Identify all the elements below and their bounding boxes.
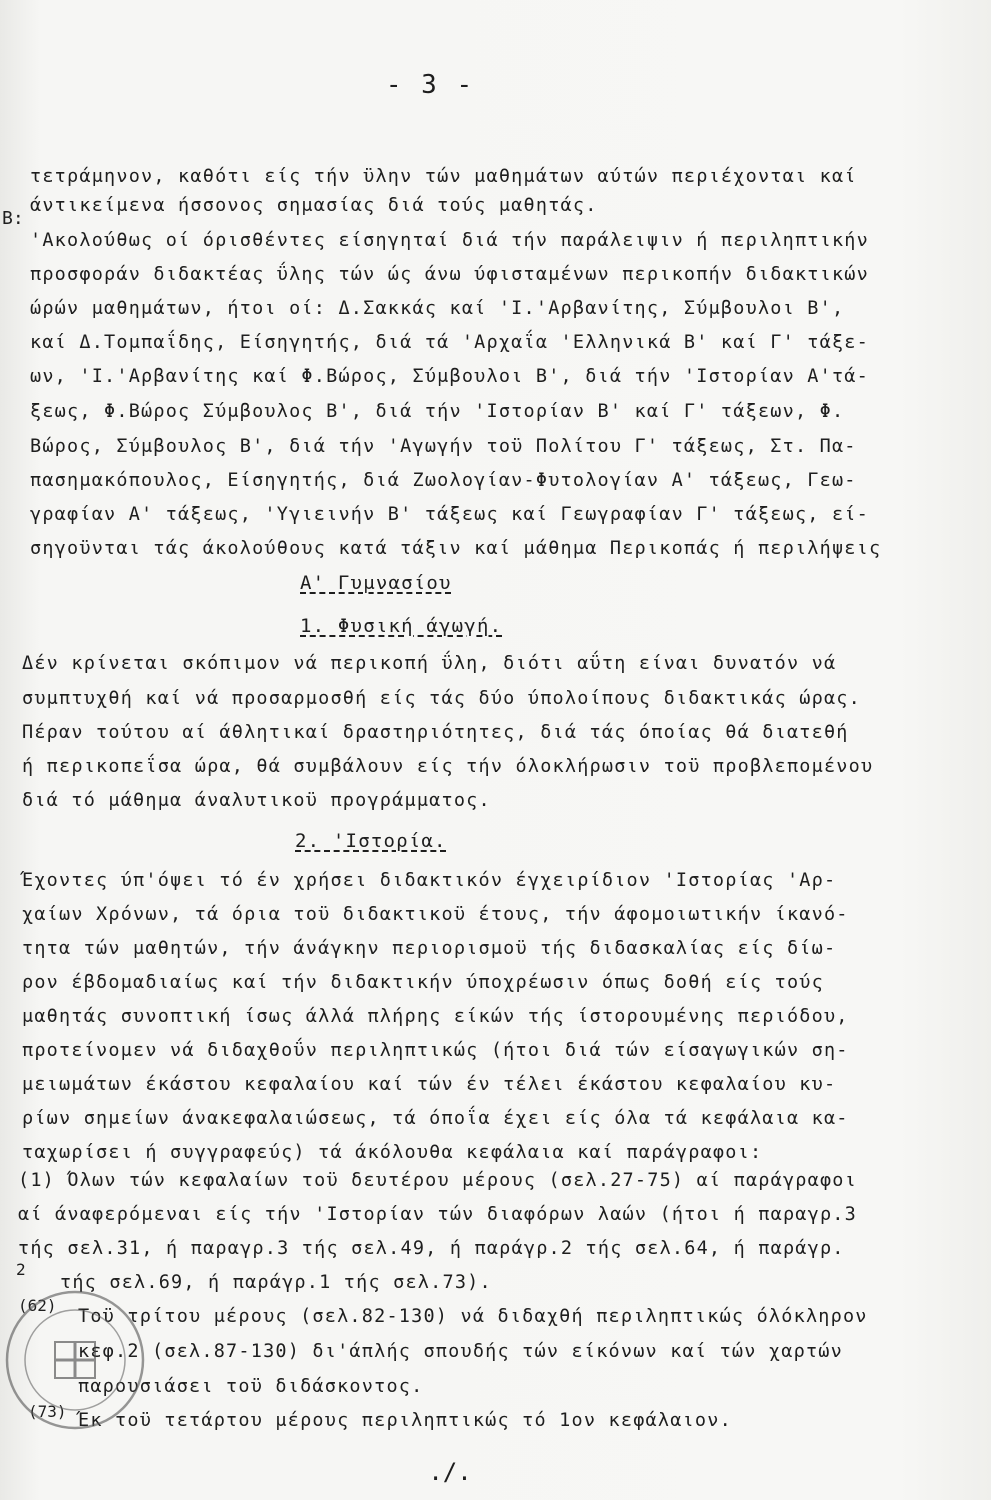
text-line: μαθητάς συνοπτική ίσως άλλά πλήρης είκών τής ίστορουμένης περιόδου, [22, 1006, 849, 1027]
text-line: συμπτυχθή καί νά προσαρμοσθή είς τάς δύο ύπολοίπους διδακτικάς ώρας. [22, 688, 861, 709]
margin-mark-2: 2 [16, 1260, 26, 1279]
text-line: ρον έβδομαδιαίως καί τήν διδακτικήν ύποχρέωσιν όπως δοθή είς τούς [22, 972, 824, 993]
text-line: Έχοντες ύπ'όψει τό έν χρήσει διδακτικόν έγχειρίδιον 'Ιστορίας 'Αρ- [22, 870, 837, 891]
list-item-line: κεφ.2 (σελ.87-130) δι'άπλής σπουδής τών είκόνων καί τών χαρτών [78, 1341, 843, 1362]
list-item-line: τής σελ.69, ή παράγρ.1 τής σελ.73). [60, 1272, 492, 1293]
heading-history: 2. 'Ιστορία. [295, 830, 447, 852]
text-line: ταχωρίσει ή συγγραφεύς) τά άκόλουθα κεφάλαια καί παράγραφοι: [22, 1142, 763, 1163]
text-line: σηγοϋνται τάς άκολούθους κατά τάξιν καί μάθημα Περικοπάς ή περιλήψεις [30, 538, 882, 559]
text-line: ή περικοπεΐσα ώρα, θά συμβάλουν είς τήν όλοκλήρωσιν τοϋ προβλεπομένου [22, 756, 874, 777]
text-line: διά τό μάθημα άναλυτικοϋ προγράμματος. [22, 790, 491, 811]
heading-physical-education: 1. Φυσική άγωγή. [300, 615, 503, 637]
text-line: μειωμάτων έκάστου κεφαλαίου καί τών έν τέλει έκάστου κεφαλαίου κυ- [22, 1074, 837, 1095]
text-line: ξεως, Φ.Βώρος Σύμβουλος Β', διά τήν 'Ιστορίαν Β' καί Γ' τάξεων, Φ. [30, 401, 845, 422]
text-line: Βώρος, Σύμβουλος Β', διά τήν 'Αγωγήν τοϋ Πολίτου Γ' τάξεως, Στ. Πα- [30, 436, 857, 457]
text-line: τετράμηνον, καθότι είς τήν ϋλην τών μαθημάτων αύτών περιέχονται καί [30, 166, 857, 187]
text-line: πασημακόπουλος, Είσηγητής, διά Ζωολογίαν-Φυτολογίαν Α' τάξεως, Γεω- [30, 470, 857, 491]
text-line: Δέν κρίνεται σκόπιμον νά περικοπή ΰλη, διότι αΰτη είναι δυνατόν νά [22, 653, 837, 674]
text-line: χαίων Χρόνων, τά όρια τοϋ διδακτικοϋ έτους, τήν άφομοιωτικήν ίκανό- [22, 904, 849, 925]
margin-mark-73: (73) [28, 1402, 67, 1421]
list-item-line: τής σελ.31, ή παραγρ.3 τής σελ.49, ή παράγρ.2 τής σελ.64, ή παράγρ. [18, 1238, 845, 1259]
text-line: Πέραν τούτου αί άθλητικαί δραστηριότητες, διά τάς όποίας θά διατεθή [22, 722, 849, 743]
heading-gymnasium: Α' Γυμνασίου [300, 572, 452, 594]
list-item-line: αί άναφερόμεναι είς τήν 'Ιστορίαν τών διαφόρων λαών (ήτοι ή παραγρ.3 [18, 1204, 857, 1225]
official-seal-stamp [0, 1270, 150, 1450]
text-line: ων, 'Ι.'Αρβανίτης καί Φ.Βώρος, Σύμβουλοι Β', διά τήν 'Ιστορίαν Α'τά- [30, 366, 869, 387]
text-line: καί Δ.Τομπαΐδης, Είσηγητής, διά τά 'Αρχαΐα 'Ελληνικά Β' καί Γ' τάξε- [30, 332, 869, 353]
list-item-line: Τοϋ τρίτου μέρους (σελ.82-130) νά διδαχθή περιληπτικώς όλόκληρον [78, 1306, 868, 1327]
text-line: ρίων σημείων άνακεφαλαιώσεως, τά όποΐα έχει είς όλα τά κεφάλαια κα- [22, 1108, 849, 1129]
continuation-mark: ./. [428, 1458, 472, 1486]
margin-mark-b: Β: [2, 208, 24, 229]
list-item-line: παρουσιάσει τοϋ διδάσκοντος. [78, 1376, 424, 1397]
text-line: άντικείμενα ήσσονος σημασίας διά τούς μαθητάς. [30, 195, 598, 216]
list-item-line: (1) Όλων τών κεφαλαίων τοϋ δευτέρου μέρους (σελ.27-75) αί παράγραφοι [18, 1170, 857, 1191]
text-line: γραφίαν Α' τάξεως, 'Υγιεινήν Β' τάξεως καί Γεωγραφίαν Γ' τάξεως, εί- [30, 504, 869, 525]
text-line: ώρών μαθημάτων, ήτοι οί: Δ.Σακκάς καί 'Ι.'Αρβανίτης, Σύμβουλοι Β', [30, 298, 845, 319]
text-line: προτείνομεν νά διδαχθοΰν περιληπτικώς (ήτοι διά τών είσαγωγικών ση- [22, 1040, 849, 1061]
text-line: 'Ακολούθως οί όρισθέντες είσηγηταί διά τήν παράλειψιν ή περιληπτικήν [30, 230, 869, 251]
margin-mark-62: (62) [18, 1296, 57, 1315]
text-line: προσφοράν διδακτέας ΰλης τών ώς άνω ύφισταμένων περικοπήν διδακτικών [30, 264, 869, 285]
list-item-line: Έκ τοϋ τετάρτου μέρους περιληπτικώς τό 1ον κεφάλαιον. [78, 1410, 732, 1431]
text-line: τητα τών μαθητών, τήν άνάγκην περιορισμοϋ τής διδασκαλίας είς δίω- [22, 938, 837, 959]
page-number: - 3 - [385, 70, 475, 100]
